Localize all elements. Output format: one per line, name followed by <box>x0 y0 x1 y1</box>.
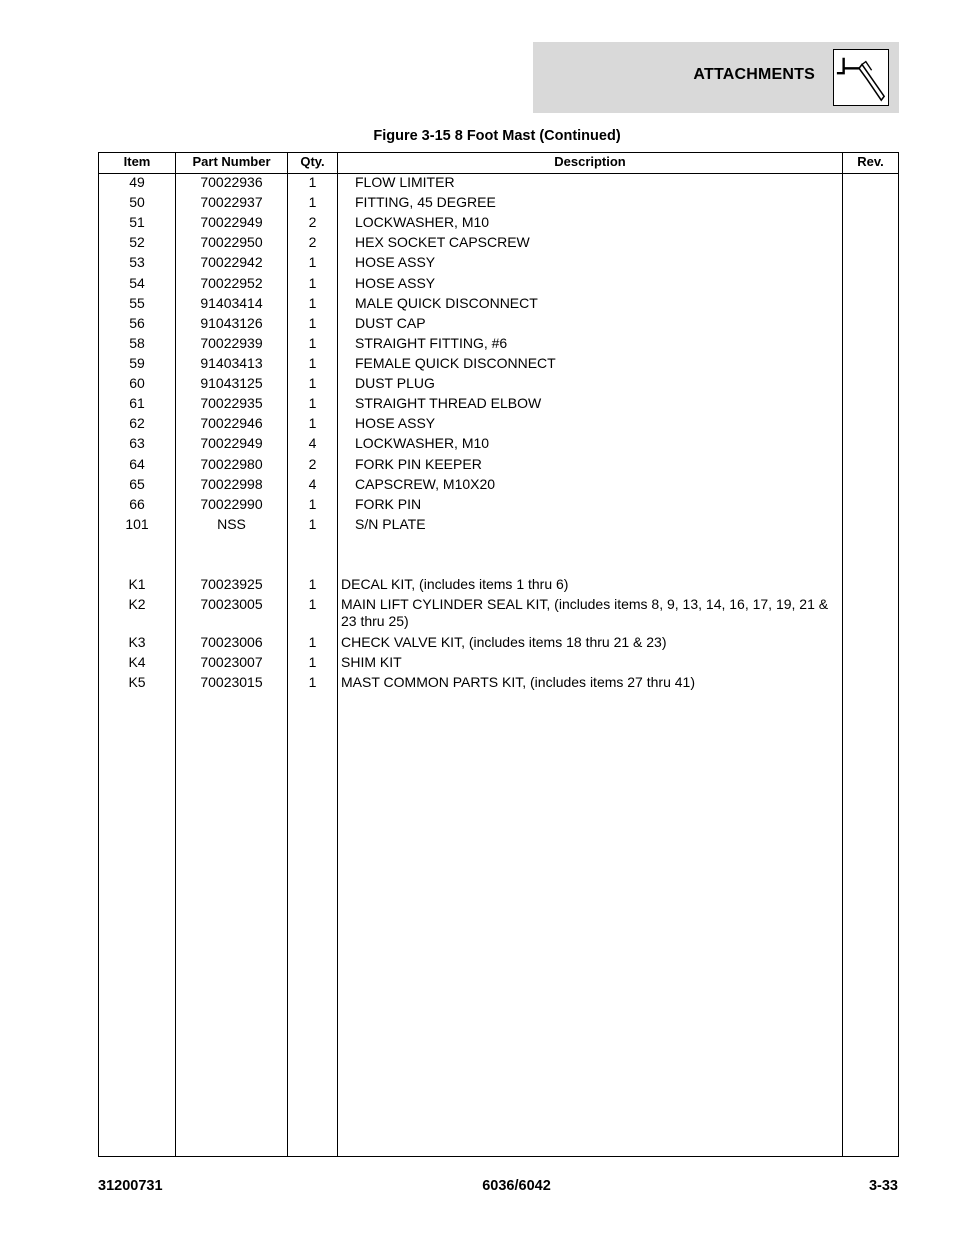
qty-cell: 1 <box>308 375 317 391</box>
part-number-cell: 70022950 <box>200 234 263 250</box>
description-cell: LOCKWASHER, M10 <box>355 435 490 451</box>
qty-cell: 1 <box>308 355 317 371</box>
part-number-cell: 70022990 <box>200 496 263 512</box>
item-cell: 62 <box>129 415 145 431</box>
item-cell: 101 <box>125 516 149 532</box>
qty-cell: 1 <box>308 654 317 670</box>
column-header-part-number: Part Number <box>192 154 271 169</box>
part-number-cell: 91403414 <box>200 295 263 311</box>
qty-cell: 4 <box>308 476 317 492</box>
qty-cell: 1 <box>308 315 317 331</box>
description-cell: DUST CAP <box>355 315 426 331</box>
section-header <box>533 42 899 113</box>
item-cell: 50 <box>129 194 145 210</box>
item-cell: K3 <box>128 634 146 650</box>
description-cell: FLOW LIMITER <box>355 174 455 190</box>
item-cell: 51 <box>129 214 145 230</box>
item-cell: 54 <box>129 275 145 291</box>
description-cell: FORK PIN <box>355 496 422 512</box>
item-cell: 55 <box>129 295 145 311</box>
qty-cell: 1 <box>308 516 317 532</box>
part-number-cell: 91403413 <box>200 355 263 371</box>
description-cell: STRAIGHT THREAD ELBOW <box>355 395 542 411</box>
qty-cell: 4 <box>308 435 317 451</box>
part-number-cell: 70022980 <box>200 456 263 472</box>
column-divider <box>337 153 338 1156</box>
part-number-cell: 70023015 <box>200 674 263 690</box>
part-number-cell: 70022952 <box>200 275 263 291</box>
description-cell: CAPSCREW, M10X20 <box>355 476 496 492</box>
qty-cell: 1 <box>308 596 317 612</box>
figure-title: Figure 3-15 8 Foot Mast (Continued) <box>373 128 621 144</box>
part-number-cell: 91043126 <box>200 315 263 331</box>
item-cell: K1 <box>128 576 146 592</box>
item-cell: 53 <box>129 254 145 270</box>
description-cell: MAIN LIFT CYLINDER SEAL KIT, (includes items 8, 9, 13, 14, 16, 17, 19, 21 & 23 thru 25) <box>341 596 829 629</box>
qty-cell: 1 <box>308 395 317 411</box>
qty-cell: 1 <box>308 415 317 431</box>
column-header-description: Description <box>554 154 626 169</box>
part-number-cell: 70022937 <box>200 194 263 210</box>
part-number-cell: 70022936 <box>200 174 263 190</box>
description-cell: HOSE ASSY <box>355 254 436 270</box>
item-cell: 61 <box>129 395 145 411</box>
column-divider <box>842 153 843 1156</box>
qty-cell: 1 <box>308 174 317 190</box>
item-cell: K5 <box>128 674 146 690</box>
description-cell: LOCKWASHER, M10 <box>355 214 490 230</box>
part-number-cell: 70022935 <box>200 395 263 411</box>
description-cell: FITTING, 45 DEGREE <box>355 194 496 210</box>
description-cell: DUST PLUG <box>355 375 435 391</box>
description-cell: S/N PLATE <box>355 516 426 532</box>
item-cell: 60 <box>129 375 145 391</box>
part-number-cell: 70023006 <box>200 634 263 650</box>
description-cell: FORK PIN KEEPER <box>355 456 482 472</box>
part-number-cell: 70022942 <box>200 254 263 270</box>
description-cell: SHIM KIT <box>341 654 402 670</box>
item-cell: K2 <box>128 596 146 612</box>
qty-cell: 1 <box>308 674 317 690</box>
column-header-item: Item <box>123 154 151 169</box>
qty-cell: 1 <box>308 295 317 311</box>
parts-table <box>98 152 899 1157</box>
description-cell: CHECK VALVE KIT, (includes items 18 thru 21 & 23) <box>341 634 667 650</box>
qty-cell: 1 <box>308 254 317 270</box>
qty-cell: 1 <box>308 634 317 650</box>
description-cell: MAST COMMON PARTS KIT, (includes items 27 thru 41) <box>341 674 695 690</box>
part-number-cell: NSS <box>217 516 246 532</box>
part-number-cell: 70022949 <box>200 214 263 230</box>
qty-cell: 1 <box>308 496 317 512</box>
column-header-qty: Qty. <box>300 154 325 169</box>
part-number-cell: 70022949 <box>200 435 263 451</box>
item-cell: 49 <box>129 174 145 190</box>
part-number-cell: 70022998 <box>200 476 263 492</box>
column-header-rev: Rev. <box>857 154 884 169</box>
footer-model: 6036/6042 <box>482 1178 551 1194</box>
qty-cell: 1 <box>308 576 317 592</box>
description-cell: DECAL KIT, (includes items 1 thru 6) <box>341 576 569 592</box>
description-cell: FEMALE QUICK DISCONNECT <box>355 355 556 371</box>
footer-page-number: 3-33 <box>868 1178 898 1194</box>
part-number-cell: 70023005 <box>200 596 263 612</box>
description-cell: MALE QUICK DISCONNECT <box>355 295 538 311</box>
item-cell: 64 <box>129 456 145 472</box>
description-cell: STRAIGHT FITTING, #6 <box>355 335 508 351</box>
part-number-cell: 70023925 <box>200 576 263 592</box>
item-cell: 52 <box>129 234 145 250</box>
item-cell: 59 <box>129 355 145 371</box>
item-cell: 63 <box>129 435 145 451</box>
qty-cell: 2 <box>308 214 317 230</box>
part-number-cell: 70023007 <box>200 654 263 670</box>
part-number-cell: 70022946 <box>200 415 263 431</box>
item-cell: K4 <box>128 654 146 670</box>
item-cell: 65 <box>129 476 145 492</box>
item-cell: 66 <box>129 496 145 512</box>
qty-cell: 2 <box>308 234 317 250</box>
qty-cell: 1 <box>308 335 317 351</box>
part-number-cell: 70022939 <box>200 335 263 351</box>
attachment-icon <box>833 49 889 106</box>
description-cell: HOSE ASSY <box>355 275 436 291</box>
description-cell: HEX SOCKET CAPSCREW <box>355 234 530 250</box>
qty-cell: 1 <box>308 194 317 210</box>
item-cell: 56 <box>129 315 145 331</box>
item-cell: 58 <box>129 335 145 351</box>
qty-cell: 1 <box>308 275 317 291</box>
section-title: ATTACHMENTS <box>693 66 815 83</box>
footer-doc-number: 31200731 <box>98 1178 163 1194</box>
qty-cell: 2 <box>308 456 317 472</box>
part-number-cell: 91043125 <box>200 375 263 391</box>
description-cell: HOSE ASSY <box>355 415 436 431</box>
